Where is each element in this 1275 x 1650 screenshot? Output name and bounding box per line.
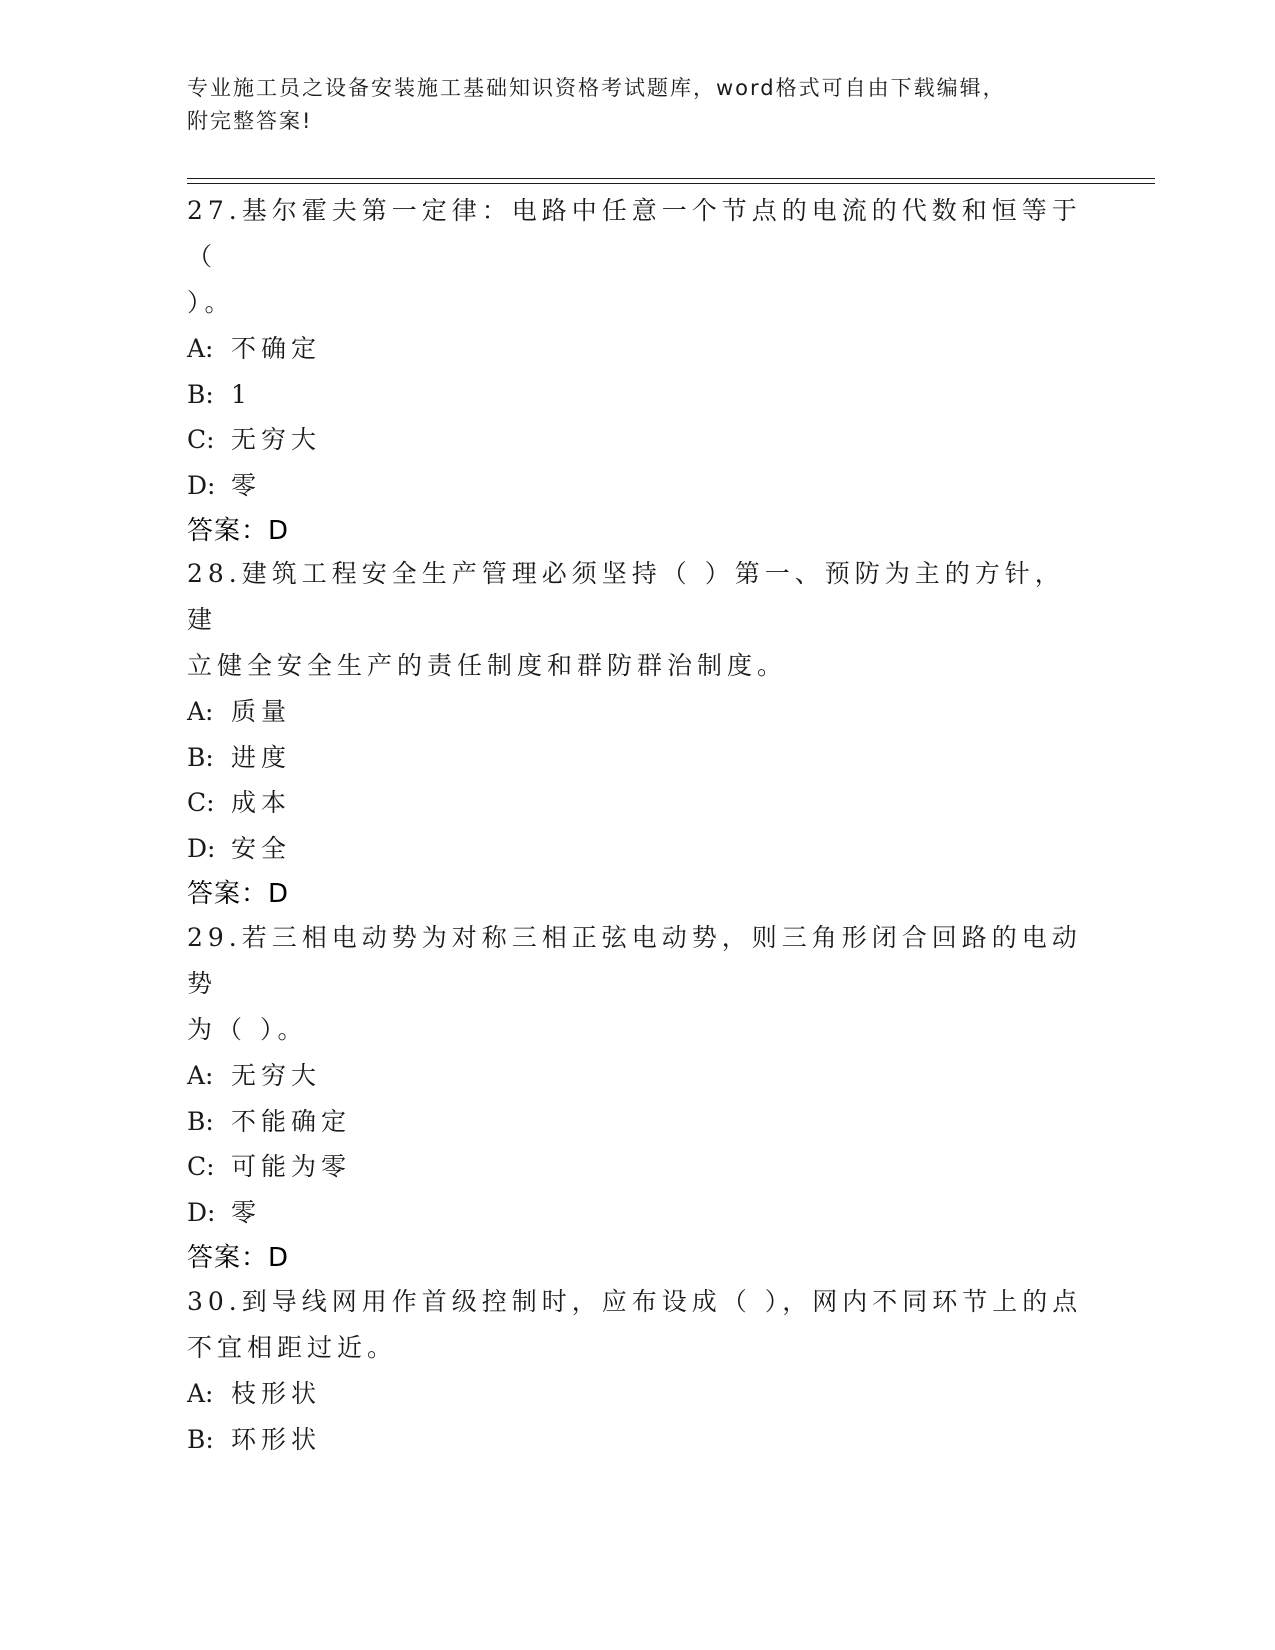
option-text: 不能确定	[231, 1106, 352, 1136]
option-letter: C:	[187, 788, 215, 817]
option-letter: D:	[187, 470, 216, 500]
option-text: 质量	[231, 697, 292, 726]
option-a	[187, 326, 1087, 372]
question-text-line-2: 不宜相距过近。	[187, 1333, 398, 1362]
option-c	[187, 417, 1087, 463]
option-d	[187, 463, 1087, 509]
option-text: 成本	[231, 788, 292, 817]
option-text: 可能为零	[231, 1152, 352, 1181]
answer-line: 答案：D	[187, 879, 290, 909]
option-letter: A:	[187, 334, 214, 363]
answer-line: 答案：D	[187, 516, 290, 546]
option-text: 1	[231, 379, 252, 409]
option-text: 零	[231, 470, 262, 500]
header-rule-top	[187, 178, 1155, 179]
option-letter: B:	[187, 1106, 214, 1136]
option-b	[187, 735, 1087, 781]
option-text: 安全	[231, 833, 292, 863]
question-29	[187, 915, 1087, 1281]
option-text: 无穷大	[231, 425, 322, 454]
header-line-1: 专业施工员之设备安装施工基础知识资格考试题库，word格式可自由下载编辑，	[187, 76, 1006, 100]
question-text-line-1: 30.到导线网用作首级控制时，应布设成（ ），网内不同环节上的点	[187, 1287, 1083, 1316]
option-a	[187, 689, 1087, 735]
option-letter: B:	[187, 1424, 214, 1454]
option-text: 不确定	[231, 334, 322, 363]
option-letter: A:	[187, 697, 214, 726]
question-text-line-1: 28.建筑工程安全生产管理必须坚持（ ）第一、预防为主的方针，建	[187, 559, 1065, 634]
option-d	[187, 1190, 1087, 1236]
option-letter: D:	[187, 1197, 216, 1227]
option-letter: C:	[187, 425, 215, 454]
option-b	[187, 372, 1087, 418]
option-a	[187, 1053, 1087, 1099]
option-b	[187, 1099, 1087, 1145]
option-text: 枝形状	[231, 1379, 322, 1408]
option-letter: C:	[187, 1152, 215, 1181]
question-30	[187, 1279, 1087, 1462]
question-text-line-2: ）。	[187, 288, 235, 317]
question-27	[187, 188, 1087, 554]
question-text-line-1: 29.若三相电动势为对称三相正弦电动势，则三角形闭合回路的电动势	[187, 923, 1082, 998]
option-letter: A:	[187, 1379, 214, 1408]
header-rule-bottom	[187, 183, 1155, 184]
option-text: 零	[231, 1197, 262, 1227]
question-text-line-2: 为（ ）。	[187, 1015, 308, 1044]
option-a	[187, 1371, 1087, 1417]
answer-line: 答案：D	[187, 1243, 290, 1273]
option-letter: B:	[187, 742, 214, 772]
option-b	[187, 1417, 1087, 1463]
option-text: 无穷大	[231, 1061, 322, 1090]
option-letter: A:	[187, 1061, 214, 1090]
question-28	[187, 551, 1087, 917]
option-c	[187, 1144, 1087, 1190]
header-line-2: 附完整答案!	[187, 109, 313, 133]
question-text-line-1: 27.基尔霍夫第一定律：电路中任意一个节点的电流的代数和恒等于（	[187, 196, 1082, 271]
document-header	[187, 72, 1067, 138]
option-d	[187, 826, 1087, 872]
option-text: 进度	[231, 742, 292, 772]
option-c	[187, 780, 1087, 826]
option-text: 环形状	[231, 1424, 322, 1454]
option-letter: B:	[187, 379, 214, 409]
question-text-line-2: 立健全安全生产的责任制度和群防群治制度。	[187, 651, 788, 680]
option-letter: D:	[187, 833, 216, 863]
